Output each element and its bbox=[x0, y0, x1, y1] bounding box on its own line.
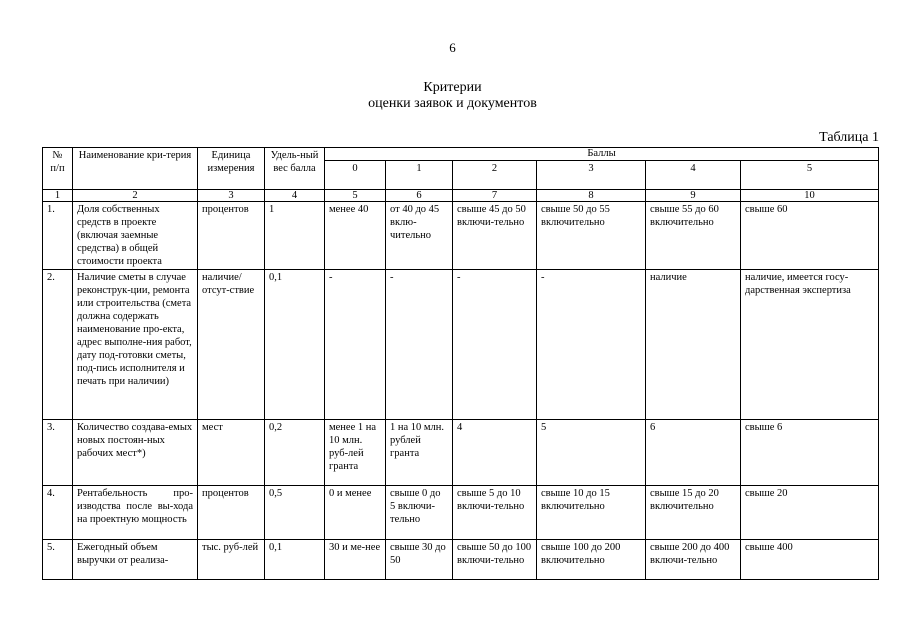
table-row bbox=[43, 486, 879, 540]
score-3-cell: свыше 100 до 200 включительно bbox=[537, 540, 646, 580]
score-0-cell: менее 40 bbox=[325, 202, 386, 270]
score-5-cell: свыше 6 bbox=[741, 420, 879, 486]
score-2-cell: свыше 50 до 100 включи-тельно bbox=[453, 540, 537, 580]
criterion-name: Количество создава-емых новых постоян-ных рабочих мест*) bbox=[73, 420, 198, 486]
criterion-name: Ежегодный объем выручки от реализа- bbox=[73, 540, 198, 580]
column-number: 5 bbox=[325, 190, 386, 202]
column-number: 3 bbox=[198, 190, 265, 202]
score-3-cell: свыше 50 до 55 включительно bbox=[537, 202, 646, 270]
criterion-unit: процентов bbox=[198, 202, 265, 270]
score-0-cell: - bbox=[325, 270, 386, 420]
score-0-cell: 30 и ме-нее bbox=[325, 540, 386, 580]
score-1-cell: свыше 30 до 50 bbox=[386, 540, 453, 580]
header-score-2: 2 bbox=[453, 161, 537, 190]
column-number: 9 bbox=[646, 190, 741, 202]
table-row bbox=[43, 420, 879, 486]
table-header bbox=[43, 148, 879, 190]
table-label: Таблица 1 bbox=[819, 130, 879, 145]
column-number: 6 bbox=[386, 190, 453, 202]
criterion-unit: тыс. руб-лей bbox=[198, 540, 265, 580]
score-1-cell: свыше 0 до 5 включи-тельно bbox=[386, 486, 453, 540]
score-2-cell: 4 bbox=[453, 420, 537, 486]
score-4-cell: 6 bbox=[646, 420, 741, 486]
criteria-table bbox=[42, 147, 879, 580]
column-number: 2 bbox=[73, 190, 198, 202]
table-row bbox=[43, 202, 879, 270]
row-num: 5. bbox=[43, 540, 73, 580]
row-num: 1. bbox=[43, 202, 73, 270]
title-line-1: Критерии bbox=[423, 80, 482, 95]
score-4-cell: свыше 55 до 60 включительно bbox=[646, 202, 741, 270]
row-num: 4. bbox=[43, 486, 73, 540]
score-3-cell: свыше 10 до 15 включительно bbox=[537, 486, 646, 540]
title-line-2: оценки заявок и документов bbox=[368, 96, 537, 111]
score-0-cell: менее 1 на 10 млн. руб-лей гранта bbox=[325, 420, 386, 486]
page-number: 6 bbox=[449, 40, 456, 55]
score-5-cell: свыше 400 bbox=[741, 540, 879, 580]
column-number: 7 bbox=[453, 190, 537, 202]
score-4-cell: свыше 200 до 400 включи-тельно bbox=[646, 540, 741, 580]
column-number: 4 bbox=[265, 190, 325, 202]
column-numbers-row bbox=[43, 190, 879, 202]
document-title bbox=[0, 80, 905, 112]
header-score-3: 3 bbox=[537, 161, 646, 190]
header-score-0: 0 bbox=[325, 161, 386, 190]
criterion-weight: 1 bbox=[265, 202, 325, 270]
header-score-5: 5 bbox=[741, 161, 879, 190]
criterion-weight: 0,1 bbox=[265, 540, 325, 580]
row-num: 2. bbox=[43, 270, 73, 420]
header-num: № п/п bbox=[43, 148, 73, 190]
score-5-cell: свыше 60 bbox=[741, 202, 879, 270]
header-score-1: 1 bbox=[386, 161, 453, 190]
column-number: 10 bbox=[741, 190, 879, 202]
score-4-cell: наличие bbox=[646, 270, 741, 420]
table-row bbox=[43, 540, 879, 580]
criterion-weight: 0,1 bbox=[265, 270, 325, 420]
row-num: 3. bbox=[43, 420, 73, 486]
column-number: 8 bbox=[537, 190, 646, 202]
column-number: 1 bbox=[43, 190, 73, 202]
score-5-cell: наличие, имеется госу-дарственная экспертиза bbox=[741, 270, 879, 420]
header-scores: Баллы bbox=[325, 148, 879, 161]
score-1-cell: от 40 до 45 вклю-чительно bbox=[386, 202, 453, 270]
header-criterion-name: Наименование кри-терия bbox=[73, 148, 198, 190]
header-unit: Единица измерения bbox=[198, 148, 265, 190]
score-2-cell: свыше 5 до 10 включи-тельно bbox=[453, 486, 537, 540]
score-0-cell: 0 и менее bbox=[325, 486, 386, 540]
criterion-name: Рентабельность про-изводства после вы-хода на проектную мощность bbox=[73, 486, 198, 540]
score-5-cell: свыше 20 bbox=[741, 486, 879, 540]
score-4-cell: свыше 15 до 20 включительно bbox=[646, 486, 741, 540]
score-1-cell: 1 на 10 млн. рублей гранта bbox=[386, 420, 453, 486]
criterion-unit: мест bbox=[198, 420, 265, 486]
score-3-cell: 5 bbox=[537, 420, 646, 486]
criterion-weight: 0,2 bbox=[265, 420, 325, 486]
score-1-cell: - bbox=[386, 270, 453, 420]
score-3-cell: - bbox=[537, 270, 646, 420]
header-weight: Удель-ный вес балла bbox=[265, 148, 325, 190]
criterion-name: Доля собственных средств в проекте (включая заемные средства) в общей стоимости проекта bbox=[73, 202, 198, 270]
criterion-unit: процентов bbox=[198, 486, 265, 540]
score-2-cell: - bbox=[453, 270, 537, 420]
table-row bbox=[43, 270, 879, 420]
criterion-weight: 0,5 bbox=[265, 486, 325, 540]
criterion-unit: наличие/ отсут-ствие bbox=[198, 270, 265, 420]
score-2-cell: свыше 45 до 50 включи-тельно bbox=[453, 202, 537, 270]
criterion-name: Наличие сметы в случае реконструк-ции, ремонта или строительства (смета должна содержать наименование про-екта, адрес выполне-ния работ, дату под-готовки сметы, под-пись исполнителя и печать при наличии) bbox=[73, 270, 198, 420]
header-score-4: 4 bbox=[646, 161, 741, 190]
